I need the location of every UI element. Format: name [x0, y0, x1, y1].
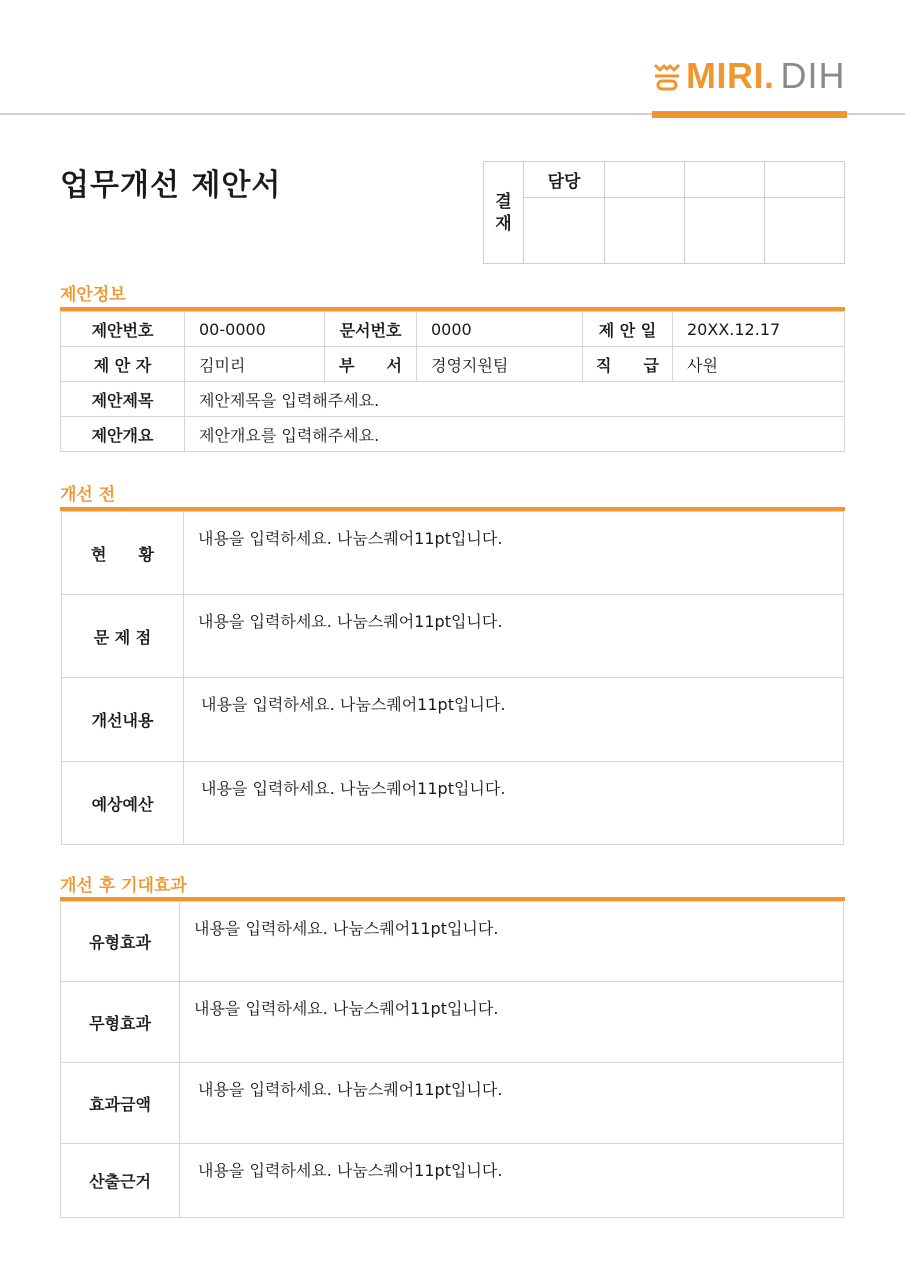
logo-brand-miri: MIRI.: [686, 55, 775, 96]
rank-label: 직 급: [583, 347, 673, 382]
dept-value[interactable]: 경영지원팀: [417, 347, 583, 382]
approval-header-cell: [685, 162, 765, 198]
intangible-effect-label: 무형효과: [61, 982, 180, 1063]
calculation-basis-label: 산출근거: [61, 1144, 180, 1218]
proposal-no-label: 제안번호: [61, 312, 185, 347]
table-row: [62, 595, 844, 678]
before-table: [61, 511, 844, 845]
budget-value[interactable]: 내용을 입력하세요. 나눔스퀘어11pt입니다.: [184, 762, 844, 845]
table-row: [62, 512, 844, 595]
approval-sign-cell[interactable]: [765, 198, 845, 264]
approval-label: [484, 162, 524, 264]
section-before-title: 개선 전: [60, 485, 116, 505]
subject-label: 제안제목: [61, 382, 185, 417]
approval-sign-cell[interactable]: [685, 198, 765, 264]
proposal-no-value[interactable]: 00-0000: [185, 312, 325, 347]
table-row: [62, 678, 844, 762]
approval-header-cell: [605, 162, 685, 198]
intangible-effect-value[interactable]: 내용을 입력하세요. 나눔스퀘어11pt입니다.: [180, 982, 844, 1063]
section-info-title: 제안정보: [60, 285, 126, 305]
rank-value[interactable]: 사원: [673, 347, 845, 382]
section-after-title: 개선 후 기대효과: [60, 876, 187, 896]
logo: [652, 56, 852, 96]
table-row: [61, 902, 844, 982]
approval-header-cell: [765, 162, 845, 198]
summary-value[interactable]: 제안개요를 입력해주세요.: [185, 417, 845, 452]
effect-amount-label: 효과금액: [61, 1063, 180, 1144]
table-row: [61, 1063, 844, 1144]
header-accent-bar: [652, 111, 847, 118]
tangible-effect-value[interactable]: 내용을 입력하세요. 나눔스퀘어11pt입니다.: [180, 902, 844, 982]
effect-amount-value[interactable]: 내용을 입력하세요. 나눔스퀘어11pt입니다.: [180, 1063, 844, 1144]
calculation-basis-value[interactable]: 내용을 입력하세요. 나눔스퀘어11pt입니다.: [180, 1144, 844, 1218]
status-label: 현 황: [62, 512, 184, 595]
problem-label: 문 제 점: [62, 595, 184, 678]
doc-no-label: 문서번호: [325, 312, 417, 347]
logo-brand-dih: DIH: [780, 55, 846, 96]
table-row: [62, 762, 844, 845]
proposal-date-label: 제 안 일: [583, 312, 673, 347]
miri-cat-icon: [652, 61, 682, 91]
proposer-label: 제 안 자: [61, 347, 185, 382]
improvement-label: 개선내용: [62, 678, 184, 762]
table-row: [61, 982, 844, 1063]
proposal-info-table: [60, 311, 845, 452]
table-row: [61, 1144, 844, 1218]
budget-label: 예상예산: [62, 762, 184, 845]
approval-label-bottom: 재: [495, 213, 512, 234]
approval-label-top: 결: [495, 191, 512, 212]
subject-value[interactable]: 제안제목을 입력해주세요.: [185, 382, 845, 417]
approval-table: [483, 161, 845, 264]
dept-label: 부 서: [325, 347, 417, 382]
approval-sign-cell[interactable]: [605, 198, 685, 264]
summary-label: 제안개요: [61, 417, 185, 452]
doc-no-value[interactable]: 0000: [417, 312, 583, 347]
document-title: 업무개선 제안서: [60, 168, 282, 203]
proposal-date-value[interactable]: 20XX.12.17: [673, 312, 845, 347]
status-value[interactable]: 내용을 입력하세요. 나눔스퀘어11pt입니다.: [184, 512, 844, 595]
improvement-value[interactable]: 내용을 입력하세요. 나눔스퀘어11pt입니다.: [184, 678, 844, 762]
after-table: [60, 901, 844, 1218]
approval-header-manager: 담당: [524, 162, 605, 198]
proposer-value[interactable]: 김미리: [185, 347, 325, 382]
tangible-effect-label: 유형효과: [61, 902, 180, 982]
problem-value[interactable]: 내용을 입력하세요. 나눔스퀘어11pt입니다.: [184, 595, 844, 678]
approval-sign-cell[interactable]: [524, 198, 605, 264]
